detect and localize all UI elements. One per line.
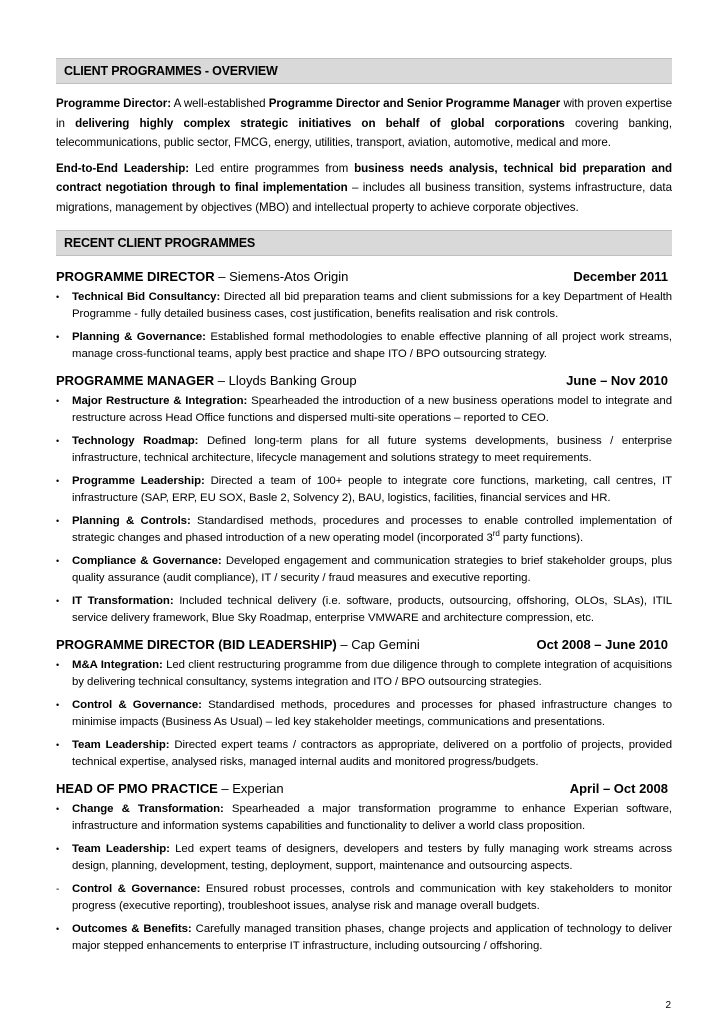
bullet-label: Team Leadership: — [72, 842, 170, 855]
job-entry — [56, 780, 672, 955]
job-bullet-list — [56, 393, 672, 627]
bullet-text: Standardised methods, procedures and processes to enable controlled implementation of strategic changes and phased introduction of a new operating model (incorporated 3 — [72, 514, 672, 544]
job-separator: – — [336, 636, 352, 652]
job-list — [56, 268, 672, 955]
job-entry — [56, 636, 672, 771]
bullet-label: Control & Governance: — [72, 698, 202, 711]
job-title: HEAD OF PMO PRACTICE — [56, 780, 218, 796]
bullet-superscript: rd — [492, 528, 500, 538]
bullet-text: Directed expert teams / contractors as appropriate, delivered on a portfolio of projects, provided technical expertise, analysed risks, managed internal audits and monitored progress/budgets. — [72, 738, 672, 768]
bullet-label: Major Restructure & Integration: — [72, 394, 248, 407]
job-bullet — [56, 737, 672, 771]
bullet-text: Carefully managed transition phases, change projects and application of technology to deliver major stepped enhancements to enterprise IT infrastructure, including outsourcing / offshoring. — [72, 922, 672, 952]
job-date: June – Nov 2010 — [566, 372, 668, 388]
job-bullet-list — [56, 289, 672, 363]
job-company: Experian — [232, 780, 284, 796]
job-entry — [56, 372, 672, 627]
job-bullet — [56, 697, 672, 731]
job-bullet — [56, 393, 672, 427]
job-role — [56, 372, 357, 390]
overview-p2-text1: Led entire programmes from — [189, 161, 355, 175]
overview-p1-bold1: Programme Director and Senior Programme Manager — [268, 97, 561, 110]
overview-p2-bold1: business needs analysis, technical bid preparation and contract negotiation through to final implementation — [56, 161, 673, 195]
overview-p1-text1: A well-established — [171, 97, 269, 110]
job-date: Oct 2008 – June 2010 — [536, 636, 668, 652]
bullet-label: Outcomes & Benefits: — [72, 922, 192, 935]
overview-p1-text3: covering banking, telecommunications, public sector, FMCG, energy, utilities, transport, aviation, automotive, medical and more. — [56, 116, 672, 150]
job-company: Siemens-Atos Origin — [229, 268, 349, 284]
bullet-text: Established formal methodologies to enable effective planning of all project work streams, manage cross-functional teams, apply best practice and shape ITO / BPO outsourcing strategy. — [72, 330, 672, 360]
job-bullet-list — [56, 801, 672, 955]
bullet-label: Control & Governance: — [72, 882, 201, 895]
overview-p1-lead: Programme Director: — [56, 97, 172, 110]
job-role — [56, 780, 284, 798]
job-bullet — [56, 553, 672, 587]
bullet-label: M&A Integration: — [72, 658, 163, 671]
job-bullet — [56, 881, 672, 915]
job-role — [56, 268, 348, 286]
job-entry — [56, 268, 672, 363]
job-title: PROGRAMME MANAGER — [56, 372, 215, 388]
bullet-label: Technology Roadmap: — [72, 434, 199, 447]
job-title: PROGRAMME DIRECTOR — [56, 268, 215, 284]
job-header — [56, 268, 672, 286]
job-bullet — [56, 801, 672, 835]
bullet-label: Programme Leadership: — [72, 474, 205, 487]
bullet-text: Developed engagement and communication strategies to brief stakeholder groups, plus quality assurance (audit compliance), IT / security / fraud measures and executive reporting. — [72, 554, 672, 584]
bullet-text: Directed a team of 100+ people to integrate core functions, marketing, call centres, IT infrastructure (SAP, ERP, EU SOX, Basle 2, Solvency 2), BAU, logistics, facilities, financial services and HR. — [72, 474, 672, 504]
job-date: December 2011 — [573, 268, 668, 284]
bullet-text: Defined long-term plans for all future systems developments, business / enterprise infrastructure, technical architecture, lifecycle management and solutions strategy to meet requirements. — [72, 434, 672, 464]
bullet-text: Led expert teams of designers, developers and testers by fully managing work streams across design, planning, development, testing, deployment, support, maintenance and outsourcing aspects. — [72, 842, 672, 872]
overview-p2-lead: End-to-End Leadership: — [56, 161, 190, 175]
bullet-text: Included technical delivery (i.e. software, products, outsourcing, offshoring, OLOs, SLAs), ITIL service delivery framework, Blue Sky Roadmap, enterprise VMWARE and architecture compression, etc. — [72, 594, 673, 624]
section-heading-recent: RECENT CLIENT PROGRAMMES — [56, 230, 672, 256]
job-bullet — [56, 841, 672, 875]
job-role — [56, 636, 420, 654]
bullet-label: Change & Transformation: — [72, 802, 224, 815]
job-company: Lloyds Banking Group — [228, 372, 357, 388]
resume-page — [56, 58, 672, 961]
job-bullet-list — [56, 657, 672, 771]
bullet-label: IT Transformation: — [72, 594, 174, 607]
bullet-text: Ensured robust processes, controls and communication with key stakeholders to monitor progress (executive reporting), troubleshoot issues, analyse risk and manage overall budgets. — [72, 882, 672, 912]
overview-p1-bold2: delivering highly complex strategic initiatives on behalf of global corporations — [75, 116, 565, 130]
job-separator: – — [214, 268, 230, 284]
job-bullet — [56, 473, 672, 507]
bullet-text: Standardised methods, procedures and processes for phased infrastructure changes to minimise impacts (Business As Usual) – led key stakeholder meetings, communications and presentations. — [72, 698, 672, 728]
job-bullet — [56, 289, 672, 323]
job-title: PROGRAMME DIRECTOR (BID LEADERSHIP) — [56, 636, 337, 652]
overview-paragraph-leadership — [56, 159, 672, 218]
bullet-label: Compliance & Governance: — [72, 554, 222, 567]
page-number: 2 — [665, 1000, 671, 1011]
bullet-label: Team Leadership: — [72, 738, 170, 751]
bullet-label: Planning & Governance: — [72, 330, 206, 343]
overview-p1-text2: with proven expertise in — [56, 97, 672, 130]
bullet-text-continued: party functions). — [499, 531, 584, 544]
job-bullet — [56, 513, 672, 547]
job-bullet — [56, 433, 672, 467]
job-date: April – Oct 2008 — [569, 780, 668, 796]
job-header — [56, 780, 672, 798]
bullet-text: Directed all bid preparation teams and client submissions for a key Department of Health Programme - fully detailed business cases, cost justification, benefits realisation and risk controls. — [72, 290, 672, 320]
bullet-text: Spearheaded the introduction of a new business operations model to integrate and restructure across Head Office functions and dispersed multi-site operations – reported to CEO. — [72, 394, 673, 424]
overview-paragraph-director — [56, 94, 672, 153]
job-bullet — [56, 593, 672, 627]
job-bullet — [56, 921, 672, 955]
job-bullet — [56, 329, 672, 363]
bullet-text: Spearheaded a major transformation programme to enhance Experian software, infrastructure and information systems capabilities and functionality to deliver a world class proposition. — [72, 802, 673, 832]
overview-p2-text2: – includes all business transition, systems infrastructure, data migrations, management by objectives (MBO) and intellectual property to achieve corporate objectives. — [56, 181, 672, 214]
bullet-text: Led client restructuring programme from due diligence through to complete integration of acquisitions by delivering technical consultancy, systems integration and ITO / BPO outsourcing strategies. — [72, 658, 672, 688]
section-heading-overview: CLIENT PROGRAMMES - OVERVIEW — [56, 58, 672, 84]
job-header — [56, 636, 672, 654]
job-separator: – — [214, 372, 229, 388]
bullet-label: Technical Bid Consultancy: — [72, 290, 221, 303]
bullet-label: Planning & Controls: — [72, 514, 191, 527]
job-bullet — [56, 657, 672, 691]
job-company: Cap Gemini — [351, 636, 420, 652]
job-separator: – — [217, 780, 233, 796]
job-header — [56, 372, 672, 390]
